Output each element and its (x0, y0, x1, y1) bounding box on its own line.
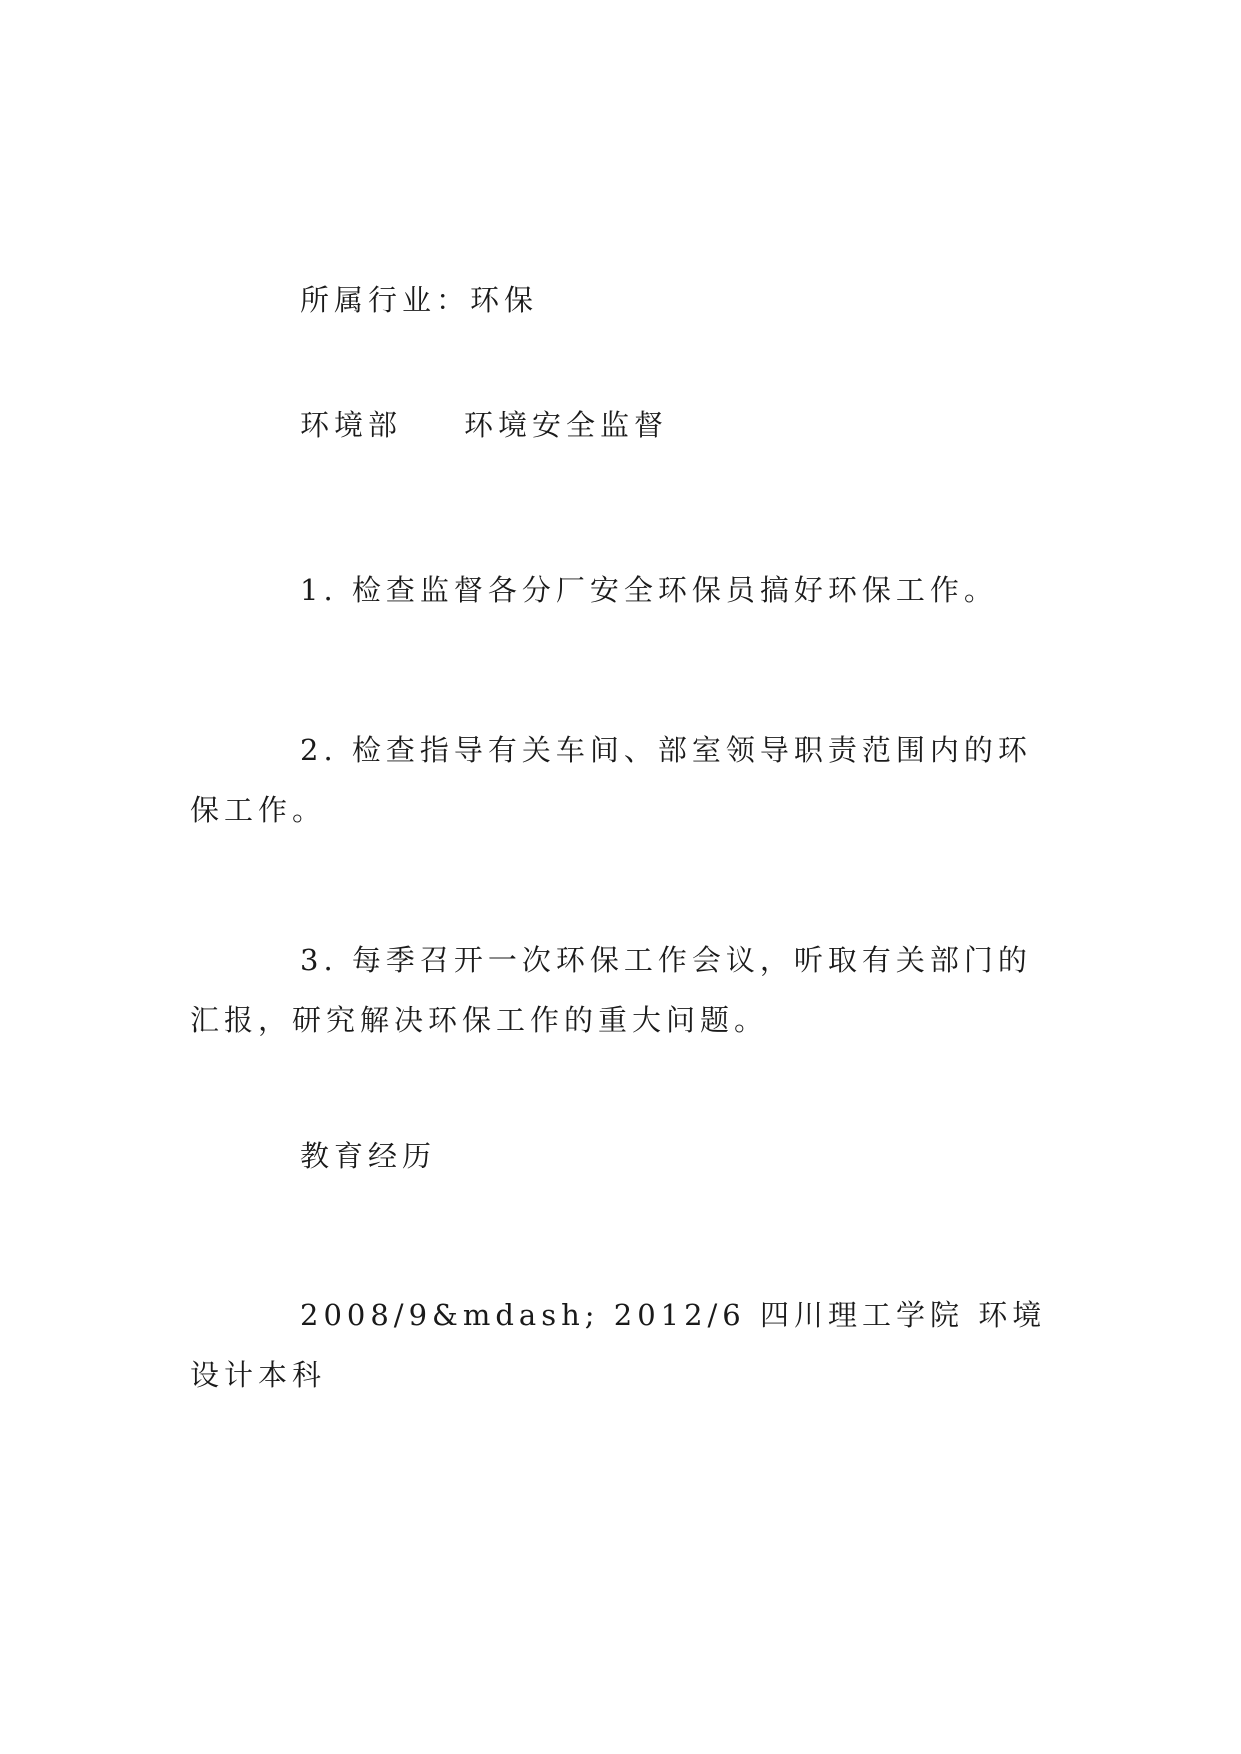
duty-item-3: 3. 每季召开一次环保工作会议，听取有关部门的汇报，研究解决环保工作的重大问题。 (190, 943, 1032, 1037)
duty-item-2: 2. 检查指导有关车间、部室领导职责范围内的环保工作。 (190, 733, 1032, 827)
industry-line: 所属行业：环保 (300, 283, 539, 317)
department-label: 环境部 (300, 408, 403, 442)
education-heading: 教育经历 (300, 1139, 437, 1173)
department-position-line (190, 395, 1052, 455)
duty-item-1: 1. 检查监督各分厂安全环保员搞好环保工作。 (300, 573, 998, 607)
education-entry: 2008/9&mdash; 2012/6 四川理工学院 环境设计本科 (190, 1298, 1047, 1392)
position-label: 环境安全监督 (464, 408, 669, 442)
